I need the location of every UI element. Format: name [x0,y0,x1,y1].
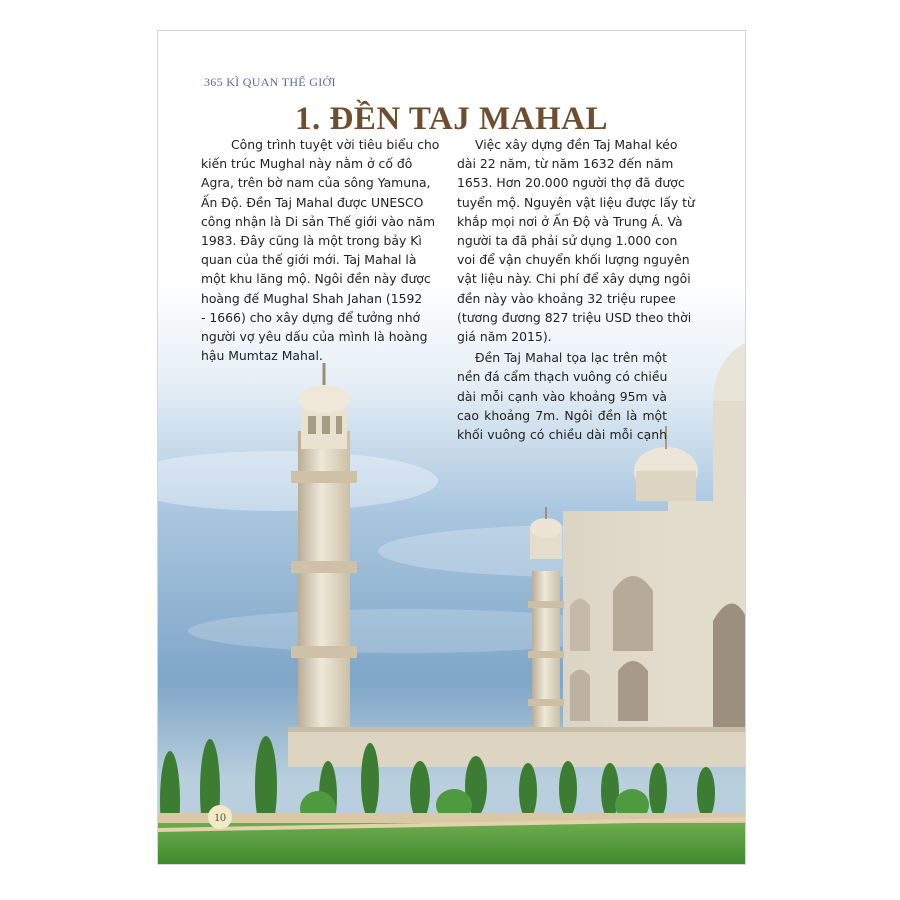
text-line: Công trình tuyệt vời tiêu biểu cho [231,137,440,152]
text-line: dài 22 năm, từ năm 1632 đến năm [457,156,674,172]
left-column-text [201,135,440,365]
text-line: dài mỗi cạnh vào khoảng 95m và [457,388,667,404]
page-number: 10 [208,805,232,829]
text-line: (tương đương 827 triệu USD theo thời [457,309,692,325]
text-line: giá năm 2015). [457,329,552,345]
text-line: - 1666) cho xây dựng để tưởng nhớ [201,309,421,325]
text-line: kiến trúc Mughal này nằm ở cố đô [201,156,413,172]
text-line: Agra, trên bờ nam của sông Yamuna, [201,175,431,191]
text-line: tuyển mộ. Nguyên vật liệu được lấy từ [457,194,695,210]
book-page [157,30,746,865]
chapter-title: 1. ĐỀN TAJ MAHAL [295,101,608,137]
text-line: một khu lăng mộ. Ngôi đền này được [201,271,431,287]
text-line: hoàng đế Mughal Shah Jahan (1592 [201,290,423,306]
text-line: vật liệu này. Chi phí để xây dựng ngôi [457,271,691,287]
text-line: công nhận là Di sản Thế giới vào năm [201,213,436,229]
text-line: hậu Mumtaz Mahal. [201,348,323,364]
text-line: Ấn Độ. Đền Taj Mahal được UNESCO [201,194,424,210]
text-line: 1983. Đây cũng là một trong bảy Kì [201,233,422,249]
text-line: Đền Taj Mahal tọa lạc trên một [475,350,667,366]
text-line: khắp mọi nơi ở Ấn Độ và Trung Á. Và [457,213,683,229]
right-column-text [457,135,695,444]
text-line: voi để vận chuyển khối lượng nguyên [457,252,690,268]
text-line: đền này vào khoảng 32 triệu rupee [457,290,676,306]
text-line: quan của thế giới mới. Taj Mahal là [201,252,417,268]
text-line: người ta đã phải sử dụng 1.000 con [457,233,678,249]
text-line: nền đá cẩm thạch vuông có chiều [457,369,668,385]
text-line: Việc xây dựng đền Taj Mahal kéo [475,137,678,152]
text-line: người vợ yêu dấu của mình là hoàng [201,329,428,345]
text-line: cao khoảng 7m. Ngôi đền là một [457,407,667,423]
text-line: 1653. Hơn 20.000 người thợ đã được [457,175,685,191]
text-line: khối vuông có chiều dài mỗi cạnh [457,427,667,443]
running-header: 365 KÌ QUAN THẾ GIỚI [204,75,336,89]
